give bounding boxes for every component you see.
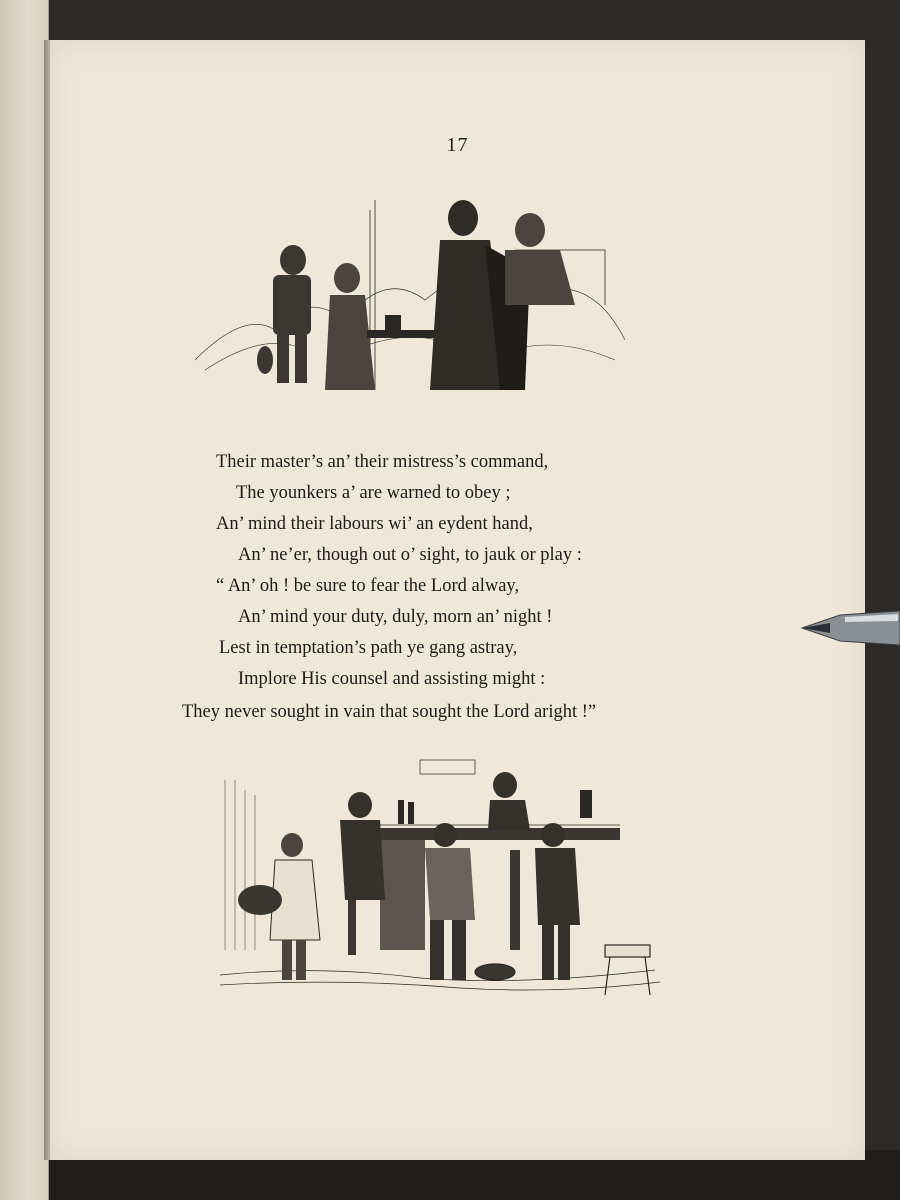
poem-line: They never sought in vain that sought the Lord aright !” <box>182 702 597 722</box>
poem-line: The younkers a’ are warned to obey ; <box>236 483 511 503</box>
pen-pointer <box>800 603 900 653</box>
poem-line: Their master’s an’ their mistress’s command, <box>216 452 549 472</box>
poem-line: An’ mind your duty, duly, morn an’ night ! <box>238 607 553 627</box>
poem-line: Implore His counsel and assisting might : <box>238 669 546 689</box>
book-page <box>50 40 865 1160</box>
left-page-edge <box>0 0 49 1200</box>
poem-line: An’ ne’er, though out o’ sight, to jauk or play : <box>238 545 582 565</box>
poem-line: “ An’ oh ! be sure to fear the Lord alway, <box>216 576 520 596</box>
poem-line: An’ mind their labours wi’ an eydent hand, <box>216 514 533 534</box>
top-illustration <box>185 190 640 400</box>
page-number: 17 <box>446 134 469 156</box>
bottom-illustration <box>220 750 660 995</box>
poem-line: Lest in temptation’s path ye gang astray, <box>219 638 518 658</box>
